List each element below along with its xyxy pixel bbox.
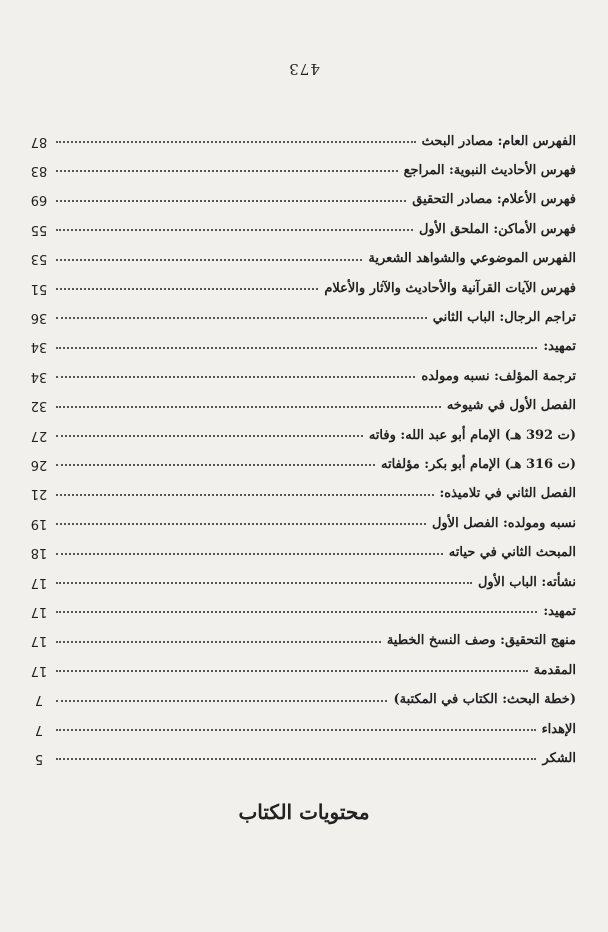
entry-page-number: 34 [30,368,48,384]
dot-leader [56,345,537,349]
entry-page-number: 69 [30,192,48,208]
dot-leader [56,609,537,613]
dot-leader [56,286,318,290]
toc-entry [28,219,576,239]
toc-entry [28,601,576,621]
toc-entry [28,425,576,445]
entry-title: الإهداء [541,721,576,737]
toc-entry [28,160,576,180]
dot-leader [56,198,406,202]
toc-entry [28,278,576,298]
dot-leader [56,227,413,231]
entry-title: فهرس الأحاديث النبوية: المراجع [403,162,576,178]
entry-title: (خطة البحث: الكتاب في المكتبة) [393,692,576,708]
entry-title: الفهرس الموضوعي والشواهد الشعرية [368,251,576,267]
entry-title: (ت 392 هـ) الإمام أبو عبد الله: وفاته [368,427,576,443]
toc-entry [28,366,576,386]
toc-entry [28,454,576,474]
page-title: محتويات الكتاب [238,800,370,824]
toc-entry [28,690,576,710]
entry-title: المقدمة [533,662,576,678]
entry-title: الشكر [542,750,576,766]
entry-page-number: 19 [30,515,48,531]
toc-entry [28,249,576,269]
entry-title: فهرس الآيات القرآنية والأحاديث والآثار والأعلام [324,280,576,296]
dot-leader [56,698,387,702]
entry-title: نسبه ومولده: الفصل الأول [431,515,576,531]
entry-page-number: 7 [34,692,44,708]
entry-page-number: 87 [30,133,48,149]
entry-page-number: 32 [30,398,48,414]
toc-entry [28,719,576,739]
entry-title: فهرس الأماكن: الملحق الأول [418,221,576,237]
dot-leader [56,315,427,319]
toc-entry [28,513,576,533]
entry-page-number: 51 [30,280,48,296]
page-number: 473 [288,60,320,78]
dot-leader [56,462,375,466]
toc-entry [28,131,576,151]
entry-page-number: 34 [30,339,48,355]
entry-page-number: 17 [30,603,48,619]
entry-page-number: 18 [30,545,48,561]
dot-leader [56,257,362,261]
entry-title: الفصل الثاني في تلاميذه: [439,486,576,502]
toc-entry [28,484,576,504]
entry-page-number: 36 [30,309,48,325]
entry-page-number: 55 [30,221,48,237]
entry-page-number: 53 [30,251,48,267]
entry-title: فهرس الأعلام: مصادر التحقيق [412,192,576,208]
entry-title: نشأته: الباب الأول [477,574,576,590]
entry-title: منهج التحقيق: وصف النسخ الخطية [386,633,576,649]
toc-entry [28,307,576,327]
entry-title: الفهرس العام: مصادر البحث [421,133,576,149]
entry-title: (ت 316 هـ) الإمام أبو بكر: مؤلفاته [381,456,576,472]
toc-entry [28,543,576,563]
toc-entry [28,660,576,680]
entry-page-number: 83 [30,162,48,178]
dot-leader [56,668,528,672]
toc-entry [28,572,576,592]
entry-page-number: 5 [34,750,44,766]
dot-leader [56,139,416,143]
entry-title: تمهيد: [543,603,576,619]
toc-entry [28,748,576,768]
dot-leader [56,727,536,731]
entry-title: تمهيد: [543,339,576,355]
entry-page-number: 27 [30,427,48,443]
entry-page-number: 17 [30,662,48,678]
entry-page-number: 21 [30,486,48,502]
toc-entry [28,631,576,651]
toc-entry [28,396,576,416]
dot-leader [56,756,536,760]
dot-leader [56,492,434,496]
entry-page-number: 17 [30,633,48,649]
dot-leader [56,433,363,437]
entry-page-number: 17 [30,574,48,590]
dot-leader [56,639,381,643]
entry-title: الفصل الأول في شيوخه [446,398,576,414]
dot-leader [56,551,443,555]
dot-leader [56,404,441,408]
toc-entry [28,190,576,210]
toc-entry [28,337,576,357]
dot-leader [56,521,426,525]
entry-page-number: 26 [30,456,48,472]
entry-title: ترجمة المؤلف: نسبه ومولده [421,368,576,384]
dot-leader [56,168,398,172]
dot-leader [56,374,415,378]
entry-page-number: 7 [34,721,44,737]
entry-title: المبحث الثاني في حياته [448,545,576,561]
dot-leader [56,580,472,584]
entry-title: تراجم الرجال: الباب الثاني [432,309,576,325]
